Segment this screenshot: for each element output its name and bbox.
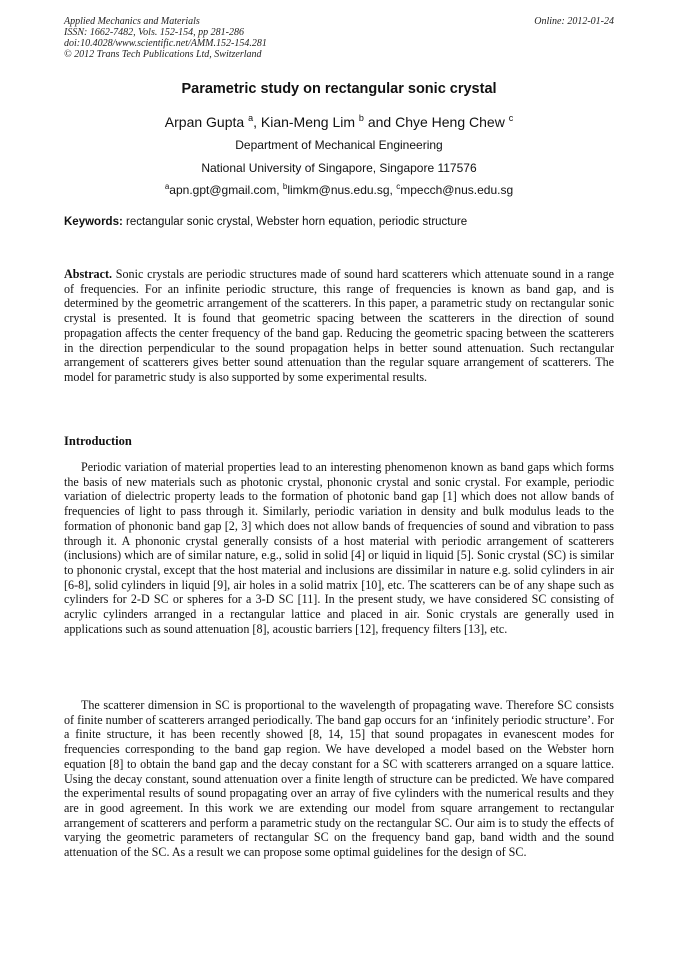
university: National University of Singapore, Singapore 117576 [201, 161, 477, 175]
keywords-label: Keywords: [64, 216, 123, 228]
journal-name: Applied Mechanics and Materials [64, 16, 200, 27]
paragraph-text: The scatterer dimension in SC is proportional to the wavelength of propagating wave. Therefore SC consists of finite number of scatterers arranged periodically. The band gap occurs for an ‘infinitely periodic structure’. For a finite structure, it has been recently showed [8, 14, 15] that sound propagates in evanescent modes for frequencies corresponding to the band gap region. We have developed a model based on the Webster horn equation [8] to obtain the band gap and the decay constant for a SC with scatterers arranged on a square lattice. Using the decay constant, sound attenuation over a finite length of structure can be predicted. We have compared the experimental results of sound propagating over an array of five cylinders with the numerical results and they are in good agreement. In this work we are extending our model from square arrangement to rectangular arrangement of scatterers and perform a parametric study on the rectangular SC. Our aim is to study the effects of varying the geometric parameters of rectangular SC on the frequency band gap, band width and the sound attenuation of the SC. As a result we can propose some optimal guidelines for the design of SC. [64, 698, 614, 860]
intro-paragraph-2 [64, 698, 614, 860]
author-name: Kian-Meng Lim [260, 114, 356, 130]
department: Department of Mechanical Engineering [235, 138, 443, 152]
copyright-line: © 2012 Trans Tech Publications Ltd, Switzerland [64, 49, 262, 60]
paper-title: Parametric study on rectangular sonic crystal [181, 81, 497, 97]
author-separator: , [253, 114, 261, 130]
doi-line: doi:10.4028/www.scientific.net/AMM.152-154.281 [64, 38, 267, 49]
section-heading: Introduction [64, 434, 132, 448]
author-mark: a [248, 113, 254, 123]
email-mark: b [282, 182, 288, 191]
online-date: Online: 2012-01-24 [534, 16, 614, 27]
author-name: Chye Heng Chew [395, 114, 505, 130]
abstract [64, 267, 614, 385]
email-link[interactable]: mpecch@nus.edu.sg [400, 183, 514, 197]
author-name: Arpan Gupta [164, 114, 245, 130]
issn-line: ISSN: 1662-7482, Vols. 152-154, pp 281-286 [64, 27, 244, 38]
abstract-text: Sonic crystals are periodic structures made of sound hard scatterers which attenuate sound in a range of frequencies. For an infinite periodic structure, this range of frequencies is known as band gap, and is determined by the geometric arrangement of the scatterers. In this paper, a parametric study on rectangular sonic crystal is presented. It is found that geometric spacing between the scatterers in the direction of sound propagation affects the center frequency of the band gap. Reducing the geometric spacing between the scatterers in the direction perpendicular to the sound propagation helps in better sound attenuation. Such rectangular arrangement of scatterers gives better sound attenuation than the regular square arrangement of scatterers. The model for parametric study is also supported by some experimental results. [64, 267, 614, 384]
keywords [64, 216, 624, 228]
email-mark: a [164, 182, 170, 191]
intro-paragraph-1 [64, 460, 614, 636]
email-link[interactable]: apn.gpt@gmail.com [169, 183, 277, 197]
author-mark: c [508, 113, 514, 123]
author-separator: and [363, 114, 396, 130]
author-mark: b [358, 113, 364, 123]
email-mark: c [396, 182, 401, 191]
author-line [0, 113, 678, 130]
email-link[interactable]: limkm@nus.edu.sg [287, 183, 390, 197]
journal-header [64, 16, 484, 60]
abstract-label: Abstract. [64, 267, 113, 281]
paragraph-text: Periodic variation of material properties lead to an interesting phenomenon known as band gaps which forms the basis of new materials such as photonic crystal, phononic crystal and sonic crystal. For example, periodic variation of dielectric property leads to the formation of photonic band gap [1] which does not allow bands of frequencies of light to pass through it. Similarly, periodic variation in density and bulk modulus leads to the formation of phononic band gap [2, 3] which does not allow bands of frequencies of sound and vibration to pass through it. A phononic crystal generally consists of a host material with periodic arrangement of scatterers (inclusions) which are of similar nature, e.g., solid in solid [4] or liquid in liquid [5]. Sonic crystal (SC) is similar to phononic crystal, except that the host material and inclusions are dissimilar in nature e.g. solid cylinders in air [6-8], solid cylinders in liquid [9], air holes in a solid matrix [10], etc. The scatterers can be of any shape such as cylinders for 2-D SC or spheres for a 3-D SC [11]. In the present study, we have considered SC consisting of acrylic cylinders arranged in a rectangular lattice and placed in air. Sonic crystals are generally used in applications such as sound attenuation [8], acoustic barriers [12], frequency filters [13], etc. [64, 460, 614, 636]
keywords-text: rectangular sonic crystal, Webster horn equation, periodic structure [122, 216, 468, 228]
email-line: $^a$apn.gpt@gmail.com, $^b$limkm@nus.edu.sg, $^c$mpecch@nus.edu.sg [164, 182, 514, 197]
